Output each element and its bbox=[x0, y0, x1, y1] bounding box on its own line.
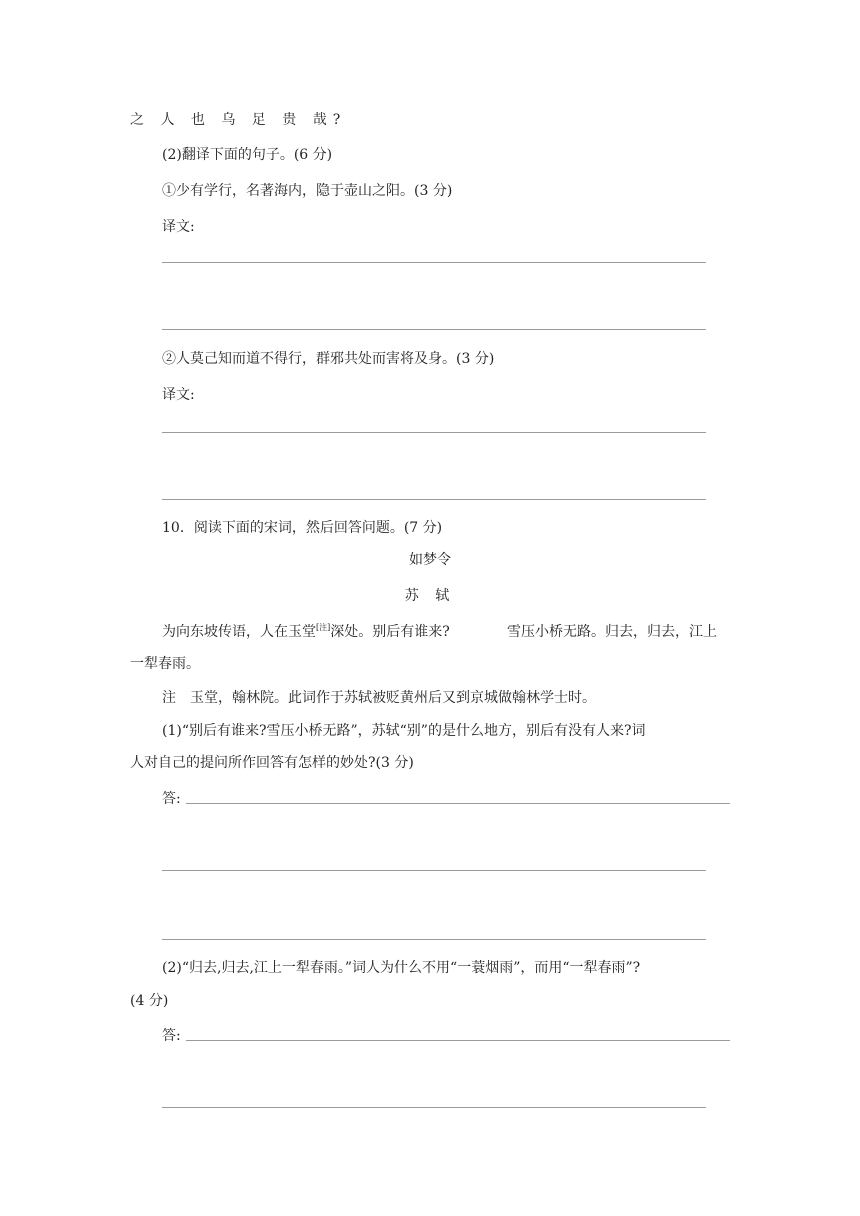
question-10-2-cont: (4 分) bbox=[130, 993, 169, 1009]
translation-label: 译文: bbox=[162, 387, 195, 403]
text-line: 之 人 也 乌 足 贵 哉? bbox=[130, 112, 347, 128]
answer-line bbox=[162, 432, 706, 433]
annotation-note: 注 玉堂，翰林院。此词作于苏轼被贬黄州后又到京城做翰林学士时。 bbox=[162, 690, 596, 706]
question-10: 10．阅读下面的宋词，然后回答问题。(7 分) bbox=[162, 520, 443, 536]
question-10-1-cont: 人对自己的提问所作回答有怎样的妙处?(3 分) bbox=[130, 755, 414, 771]
translation-label: 译文: bbox=[162, 219, 195, 235]
poem-line: 雪压小桥无路。归去，归去，江上 bbox=[507, 624, 717, 640]
poem-title: 如梦令 bbox=[409, 552, 451, 568]
question-10-2: (2)“归去,归去,江上一犁春雨。”词人为什么不用“一蓑烟雨”，而用“一犁春雨”? bbox=[162, 960, 641, 976]
answer-line bbox=[162, 939, 706, 940]
poem-line bbox=[162, 622, 450, 642]
poem-text: 深处。别后有谁来? bbox=[330, 624, 450, 640]
sentence-1: ①少有学行，名著海内，隐于壶山之阳。(3 分) bbox=[162, 183, 453, 199]
answer-label: 答: bbox=[162, 791, 181, 807]
answer-line bbox=[162, 499, 706, 500]
question-9-2: (2)翻译下面的句子。(6 分) bbox=[162, 147, 333, 163]
poem-text: 为向东坡传语，人在玉堂 bbox=[162, 624, 316, 640]
answer-label: 答: bbox=[162, 1028, 181, 1044]
sentence-2: ②人莫己知而道不得行，群邪共处而害将及身。(3 分) bbox=[162, 351, 495, 367]
answer-line bbox=[186, 1040, 730, 1041]
answer-line bbox=[162, 870, 706, 871]
answer-line bbox=[162, 262, 706, 263]
answer-line bbox=[162, 1107, 706, 1108]
answer-line bbox=[162, 329, 706, 330]
poem-line: 一犁春雨。 bbox=[130, 656, 200, 672]
note-marker: [注] bbox=[316, 623, 331, 632]
poem-author: 苏 轼 bbox=[404, 588, 456, 604]
question-10-1: (1)“别后有谁来?雪压小桥无路”，苏轼“别”的是什么地方，别后有没有人来?词 bbox=[162, 723, 646, 739]
answer-line bbox=[186, 803, 730, 804]
